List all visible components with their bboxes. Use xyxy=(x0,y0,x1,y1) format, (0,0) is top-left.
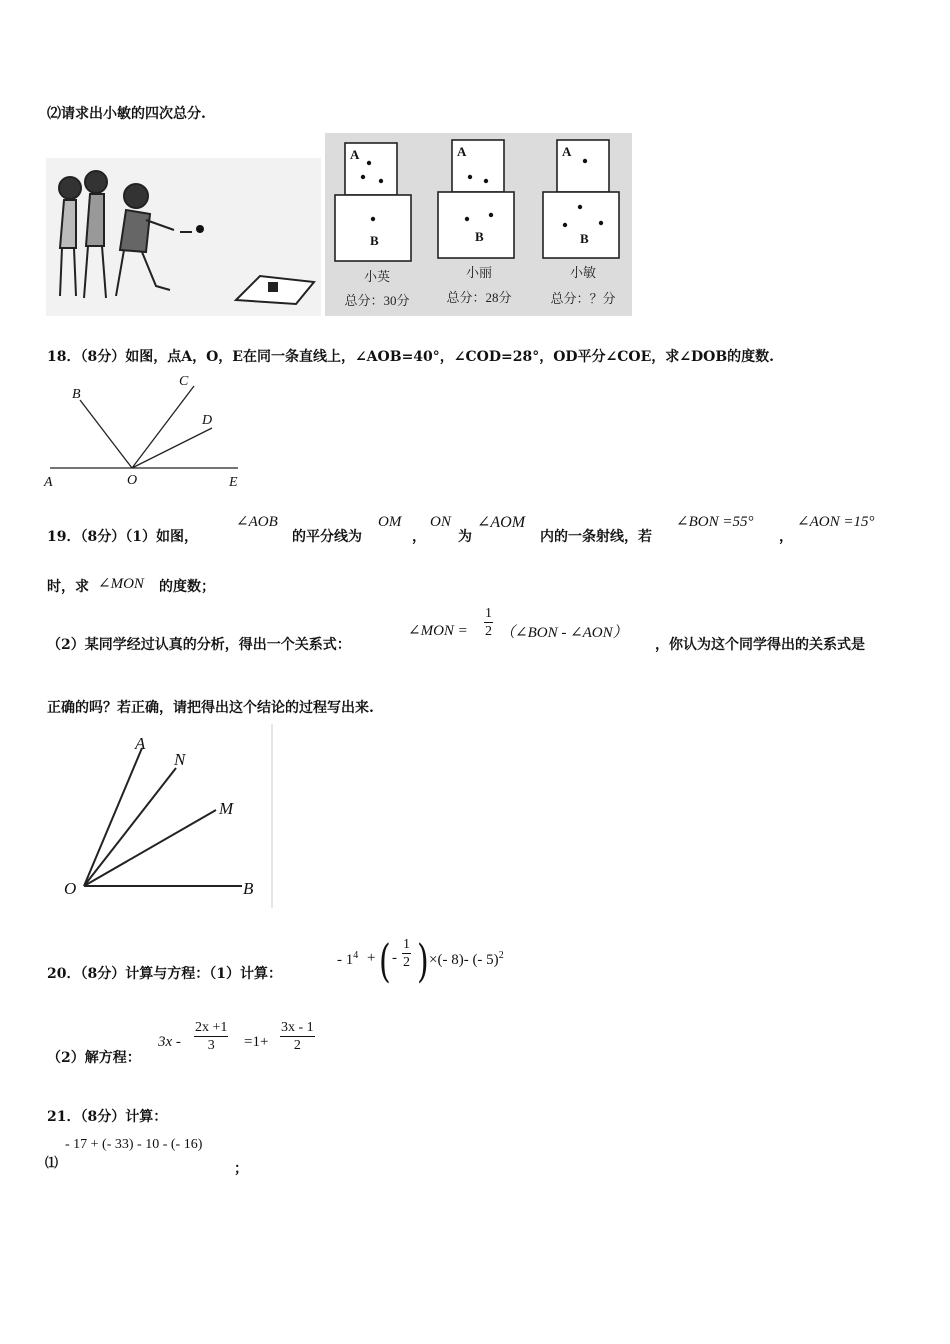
q19-text-degree: 的度数； xyxy=(159,579,215,595)
q18-label-o: O xyxy=(127,473,138,488)
q20-expr-plus: + xyxy=(367,950,376,966)
board-2-score: 总分：28分 xyxy=(446,290,512,305)
q20-eq-frac1 xyxy=(194,1019,228,1054)
q18-label-e: E xyxy=(229,475,238,490)
q20-expr-d-base: ×(- 8)- (- 5) xyxy=(429,952,499,968)
q19-label-m: M xyxy=(219,799,234,818)
q18-text: 18．（8分）如图，点A，O，E在同一条直线上，∠AOB=40°，∠COD=28°，OD平分∠COE，求∠DOB的度数. xyxy=(47,349,775,365)
q21-end: ； xyxy=(234,1161,248,1177)
q19-aom: ∠AOM xyxy=(477,514,526,531)
q19-text-bisector: 的平分线为 xyxy=(292,529,362,545)
q19-label-o: O xyxy=(64,879,77,898)
q18-label-d: D xyxy=(202,413,213,428)
q19-formula-num: 1 xyxy=(485,606,492,621)
q18-label-c: C xyxy=(179,374,189,389)
q19-bon: ∠BON =55° xyxy=(676,514,754,530)
q18-angle-figure xyxy=(40,372,250,494)
q20-eq-frac2 xyxy=(280,1019,315,1054)
q18-label-a: A xyxy=(44,475,53,490)
q20-eq-frac2-den: 2 xyxy=(293,1038,301,1053)
q19-formula-den: 2 xyxy=(485,624,492,639)
q20-right-paren: ) xyxy=(417,936,429,989)
board-3-name: 小敏 xyxy=(569,265,597,280)
q19-on: ON xyxy=(430,514,451,530)
q20-expr-a-base: - 1 xyxy=(337,952,354,968)
q20-expr-minus: - xyxy=(392,950,397,966)
q19-comma: ， xyxy=(412,529,426,545)
q19-part2-line2: 正确的吗？若正确，请把得出这个结论的过程写出来. xyxy=(47,700,374,716)
q19-text-when: 时，求 xyxy=(47,579,89,595)
q19-label-b: B xyxy=(243,879,254,898)
board-1-score: 总分：30分 xyxy=(344,293,410,308)
board-1-label-b: B xyxy=(370,233,379,248)
q20-text-solve: （2）解方程： xyxy=(47,1050,141,1066)
q20-left-paren: ( xyxy=(379,936,391,989)
board-1-label-a: A xyxy=(350,147,360,162)
q20-eq-b: =1+ xyxy=(244,1034,269,1050)
q19-comma2: ， xyxy=(779,529,793,545)
q20-expr-d xyxy=(429,950,504,969)
q20-frac-den: 2 xyxy=(403,955,410,970)
board-2-label-b: B xyxy=(475,229,484,244)
q17-part2-text: ⑵请求出小敏的四次总分. xyxy=(47,106,206,122)
q20-text-calc: 20．（8分）计算与方程：（1）计算： xyxy=(47,966,282,982)
q21-expr: - 17 + (- 33) - 10 - (- 16) xyxy=(65,1137,203,1152)
children-throwing-illustration xyxy=(46,158,321,316)
q19-label-a: A xyxy=(135,734,146,753)
q20-eq-frac1-den: 3 xyxy=(207,1038,215,1053)
q19-om: OM xyxy=(378,514,402,530)
q19-aon: ∠AON =15° xyxy=(797,514,875,530)
q19-formula-right: （∠BON - ∠AON） xyxy=(500,625,628,641)
q20-eq-frac2-num: 3x - 1 xyxy=(281,1020,314,1035)
q21-sub1: ⑴ xyxy=(45,1156,59,1171)
dart-boards-figure xyxy=(325,133,632,316)
q20-expr-d-exp: 2 xyxy=(498,950,504,961)
q21-text: 21．（8分）计算： xyxy=(47,1109,168,1125)
board-2-name: 小丽 xyxy=(465,265,493,280)
q19-part2-start: （2）某同学经过认真的分析，得出一个关系式： xyxy=(47,637,351,653)
board-2-label-a: A xyxy=(457,144,467,159)
board-3-label-a: A xyxy=(562,144,572,159)
q20-eq-frac1-num: 2x +1 xyxy=(195,1020,228,1035)
q19-number: 19．（8分）（1）如图， xyxy=(47,529,198,545)
q20-frac-num: 1 xyxy=(403,937,410,952)
board-1-name: 小英 xyxy=(363,269,391,284)
q19-formula-left: ∠MON = xyxy=(408,623,468,639)
q20-eq-a: 3x - xyxy=(158,1034,181,1050)
q20-expr-a-exp: 4 xyxy=(353,950,359,961)
q18-label-b: B xyxy=(72,387,81,402)
q19-text-is: 为 xyxy=(458,529,472,545)
q19-angle-figure xyxy=(56,724,276,908)
q19-formula-half xyxy=(484,605,493,640)
board-3-score: 总分：？分 xyxy=(550,291,616,306)
q19-label-n: N xyxy=(174,750,186,769)
board-3-label-b: B xyxy=(580,231,589,246)
q19-part2-end: ，你认为这个同学得出的关系式是 xyxy=(655,637,865,653)
q19-mon: ∠MON xyxy=(98,576,144,592)
q20-expr-a xyxy=(337,950,358,969)
q19-text-ray: 内的一条射线，若 xyxy=(540,529,652,545)
q19-aob: ∠AOB xyxy=(236,514,278,530)
q20-expr-frac xyxy=(402,936,411,971)
